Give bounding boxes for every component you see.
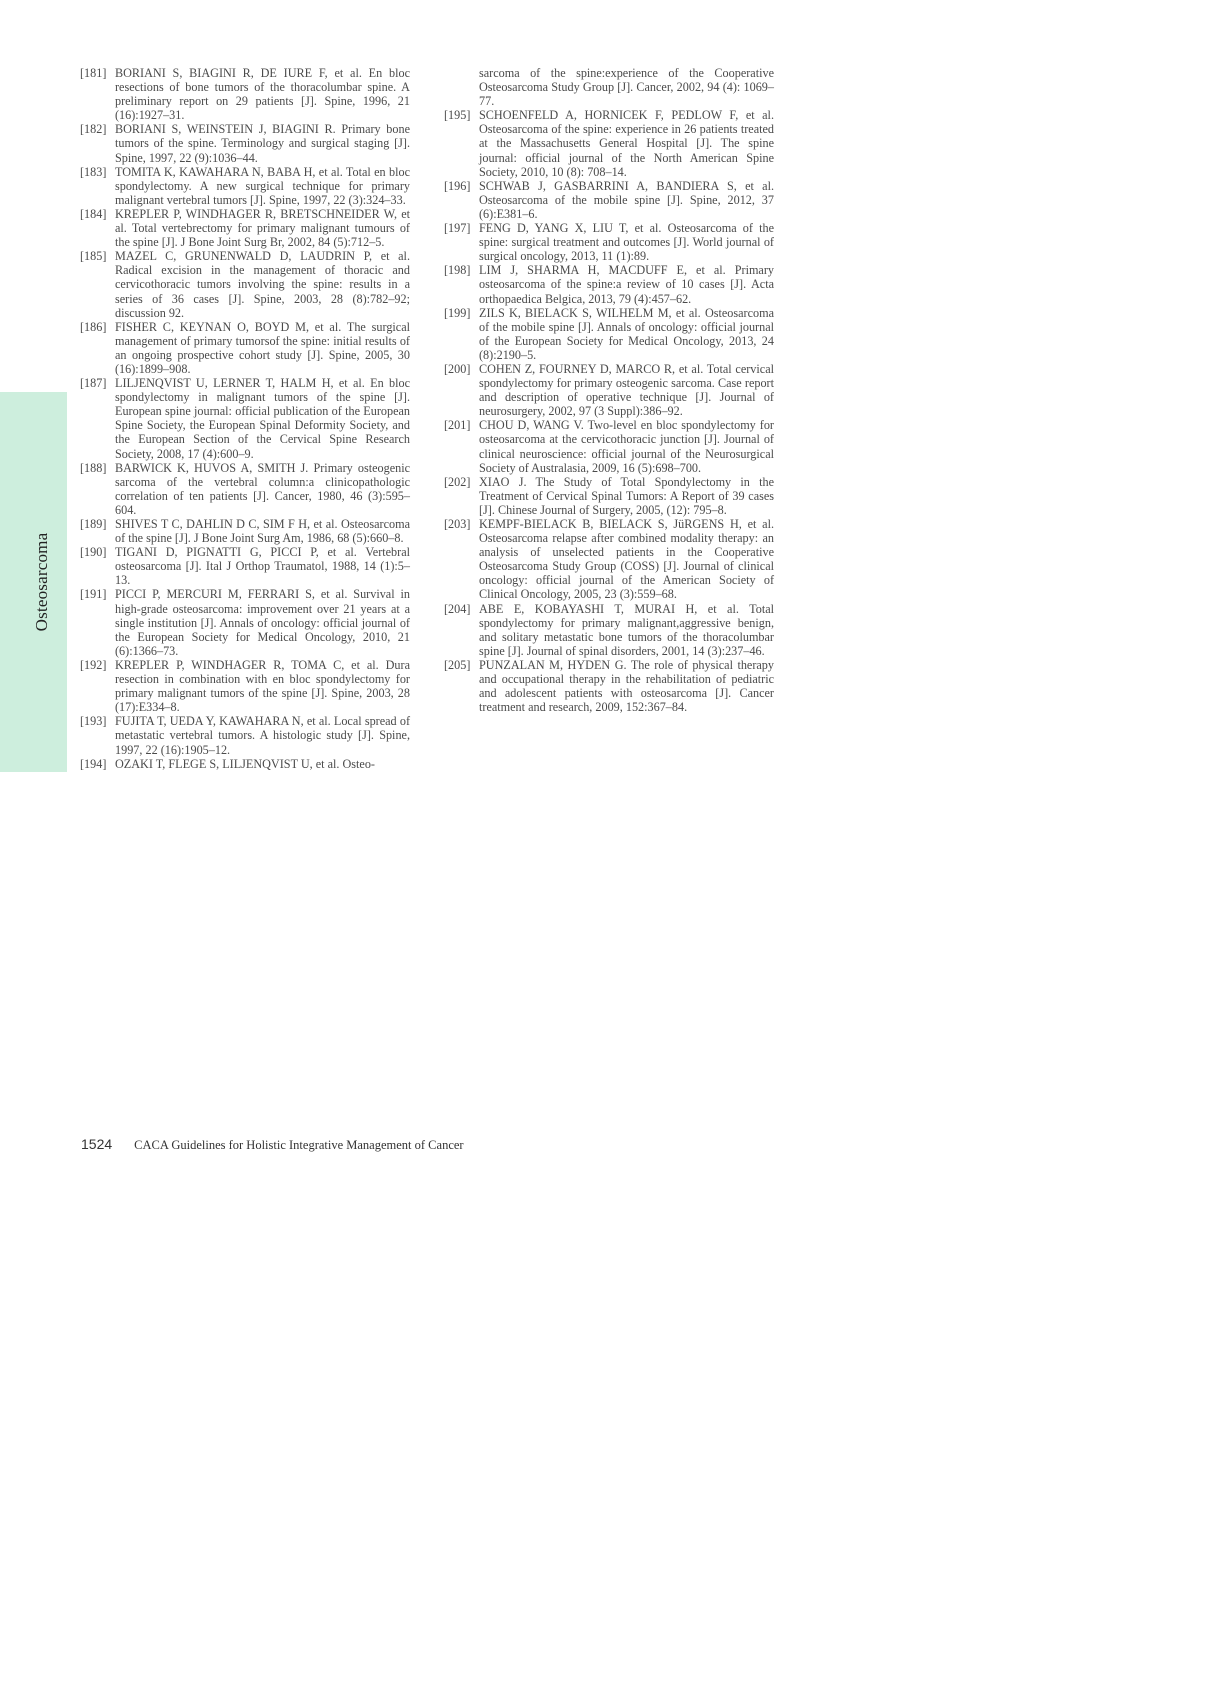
reference-text: KEMPF-BIELACK B, BIELACK S, JüRGENS H, et al. Osteosarcoma relapse after combined modality therapy: an analysis of unselected patients in the Cooperative Osteosarcoma Study Group (COSS) [J]. Journal of clinical oncology: official journal of the American Society of Clinical Oncology, 2005, 23 (3):559–68.: [479, 517, 774, 602]
reference-item: [80, 587, 410, 657]
reference-item: [444, 658, 774, 714]
reference-number: [187]: [80, 376, 107, 391]
reference-continuation: [444, 66, 774, 108]
references-right-column: [444, 66, 774, 714]
reference-item: [80, 207, 410, 249]
reference-text: TOMITA K, KAWAHARA N, BABA H, et al. Total en bloc spondylectomy. A new surgical technique for primary malignant vertebral tumors [J]. Spine, 1997, 22 (3):324–33.: [115, 164, 410, 207]
reference-item: [80, 461, 410, 517]
reference-item: [80, 122, 410, 164]
reference-text: LIM J, SHARMA H, MACDUFF E, et al. Primary osteosarcoma of the spine:a review of 10 cases [J]. Acta orthopaedica Belgica, 2013, 79 (4):457–62.: [479, 263, 774, 306]
reference-item: [444, 108, 774, 178]
reference-number: [185]: [80, 249, 107, 264]
reference-item: [444, 263, 774, 305]
reference-text: BORIANI S, WEINSTEIN J, BIAGINI R. Primary bone tumors of the spine. Terminology and surgical staging [J]. Spine, 1997, 22 (9):1036–44.: [115, 122, 410, 165]
reference-item: [444, 602, 774, 658]
reference-item: [444, 221, 774, 263]
reference-item: [80, 249, 410, 319]
reference-text: FISHER C, KEYNAN O, BOYD M, et al. The surgical management of primary tumorsof the spine: initial results of an ongoing prospective cohort study [J]. Spine, 2005, 30 (16):1899–908.: [115, 319, 410, 376]
reference-item: [444, 306, 774, 362]
reference-number: [194]: [80, 756, 107, 771]
reference-number: [198]: [444, 263, 471, 278]
reference-number: [205]: [444, 657, 471, 672]
reference-text: TIGANI D, PIGNATTI G, PICCI P, et al. Vertebral osteosarcoma [J]. Ital J Orthop Traumatol, 1988, 14 (1):5–13.: [115, 545, 410, 588]
reference-text: BARWICK K, HUVOS A, SMITH J. Primary osteogenic sarcoma of the vertebral column:a clinicopathologic correlation of ten patients [J]. Cancer, 1980, 46 (3):595–604.: [115, 460, 410, 517]
reference-item: [80, 517, 410, 545]
reference-text: FUJITA T, UEDA Y, KAWAHARA N, et al. Local spread of metastatic vertebral tumors. A histologic study [J]. Spine, 1997, 22 (16):1905–12.: [115, 714, 410, 757]
reference-item: [80, 66, 410, 122]
reference-item: [80, 376, 410, 461]
section-tab-label: Osteosarcoma: [32, 532, 51, 632]
reference-number: [192]: [80, 657, 107, 672]
reference-text: PICCI P, MERCURI M, FERRARI S, et al. Survival in high-grade osteosarcoma: improvement over 21 years at a single institution [J]. Annals of oncology: official journal of the European Society for Medical Oncology, 2010, 21 (6):1366–73.: [115, 587, 410, 658]
reference-number: [193]: [80, 714, 107, 729]
reference-text: BORIANI S, BIAGINI R, DE IURE F, et al. En bloc resections of bone tumors of the thoracolumbar spine. A preliminary report on 29 patients [J]. Spine, 1996, 21 (16):1927–31.: [115, 66, 410, 123]
reference-text: SCHWAB J, GASBARRINI A, BANDIERA S, et al. Osteosarcoma of the mobile spine [J]. Spine, 2012, 37 (6):E381–6.: [479, 178, 774, 221]
reference-item: [80, 714, 410, 756]
reference-text: XIAO J. The Study of Total Spondylectomy in the Treatment of Cervical Spinal Tumors: A Report of 39 cases [J]. Chinese Journal of Surgery, 2005, (12): 795–8.: [479, 474, 774, 517]
reference-text: KREPLER P, WINDHAGER R, BRETSCHNEIDER W, et al. Total vertebrectomy for primary malignant tumours of the spine [J]. J Bone Joint Surg Br, 2002, 84 (5):712–5.: [115, 206, 410, 250]
running-title: CACA Guidelines for Holistic Integrative Management of Cancer: [134, 1138, 464, 1152]
reference-number: [200]: [444, 361, 471, 376]
reference-item: [444, 179, 774, 221]
reference-number: [181]: [80, 66, 107, 80]
reference-text: LILJENQVIST U, LERNER T, HALM H, et al. En bloc spondylectomy in malignant tumors of the spine [J]. European spine journal: official publication of the European Spine Society, the European Spinal Deformity Society, and the European Section of the Cervical Spine Research Society, 2008, 17 (4):600–9.: [115, 376, 410, 461]
reference-number: [202]: [444, 474, 471, 489]
reference-text: sarcoma of the spine:experience of the Cooperative Osteosarcoma Study Group [J]. Cancer, 2002, 94 (4): 1069–77.: [479, 66, 774, 109]
reference-item: [80, 165, 410, 207]
reference-text: ABE E, KOBAYASHI T, MURAI H, et al. Total spondylectomy for primary malignant,aggressive benign, and solitary metastatic bone tumors of the thoracolumbar spine [J]. Journal of spinal disorders, 2001, 14 (3):237–46.: [479, 601, 774, 658]
reference-number: [186]: [80, 319, 107, 334]
reference-number: [203]: [444, 517, 471, 531]
reference-text: OZAKI T, FLEGE S, LILJENQVIST U, et al. Osteo-: [115, 756, 375, 771]
reference-item: [444, 418, 774, 474]
reference-number: [190]: [80, 545, 107, 560]
reference-text: KREPLER P, WINDHAGER R, TOMA C, et al. Dura resection in combination with en bloc spondylectomy for primary malignant tumors of the spine [J]. Spine, 2003, 28 (17):E334–8.: [115, 657, 410, 715]
reference-text: FENG D, YANG X, LIU T, et al. Osteosarcoma of the spine: surgical treatment and outcomes [J]. World journal of surgical oncology, 2013, 11 (1):89.: [479, 221, 774, 264]
reference-item: [444, 362, 774, 418]
reference-item: [80, 320, 410, 376]
references-left-column: [80, 66, 410, 771]
reference-text: ZILS K, BIELACK S, WILHELM M, et al. Osteosarcoma of the mobile spine [J]. Annals of oncology: official journal of the European Society for Medical Oncology, 2013, 24 (8):2190–5.: [479, 305, 774, 362]
page-number: 1524: [81, 1136, 113, 1152]
reference-item: [444, 517, 774, 602]
reference-number: [201]: [444, 418, 471, 433]
reference-number: [199]: [444, 305, 471, 320]
reference-text: SCHOENFELD A, HORNICEK F, PEDLOW F, et al. Osteosarcoma of the spine: experience in 26 patients treated at the Massachusetts General Hospital [J]. The spine journal: official journal of the North American Spine Society, 2010, 10 (8): 708–14.: [479, 108, 774, 179]
reference-number: [197]: [444, 221, 471, 236]
reference-item: [80, 757, 410, 771]
reference-text: COHEN Z, FOURNEY D, MARCO R, et al. Total cervical spondylectomy for primary osteogenic sarcoma. Case report and description of operative technique [J]. Journal of neurosurgery, 2002, 97 (3 Suppl):386–92.: [479, 361, 774, 419]
reference-item: [444, 475, 774, 517]
reference-text: SHIVES T C, DAHLIN D C, SIM F H, et al. Osteosarcoma of the spine [J]. J Bone Joint Surg Am, 1986, 68 (5):660–8.: [115, 517, 410, 546]
reference-text: PUNZALAN M, HYDEN G. The role of physical therapy and occupational therapy in the rehabilitation of pediatric and adolescent patients with osteosarcoma [J]. Cancer treatment and research, 2009, 152:367–84.: [479, 657, 774, 715]
reference-text: CHOU D, WANG V. Two-level en bloc spondylectomy for osteosarcoma at the cervicothoracic junction [J]. Journal of clinical neuroscience: official journal of the Neurosurgical Society of Australasia, 2009, 16 (5):698–700.: [479, 418, 774, 475]
reference-number: [195]: [444, 108, 471, 123]
reference-number: [183]: [80, 164, 107, 179]
reference-item: [80, 658, 410, 714]
reference-number: [196]: [444, 178, 471, 193]
reference-number: [182]: [80, 122, 107, 137]
page-footer: [81, 1136, 464, 1153]
reference-text: MAZEL C, GRUNENWALD D, LAUDRIN P, et al. Radical excision in the management of thoracic and cervicothoracic tumors involving the spine: results in a series of 36 cases [J]. Spine, 2003, 28 (8):782–92; discussion 92.: [115, 249, 410, 320]
reference-number: [188]: [80, 460, 107, 475]
reference-number: [184]: [80, 206, 107, 221]
reference-number: [189]: [80, 517, 107, 531]
reference-number: [204]: [444, 601, 471, 616]
reference-number: [191]: [80, 587, 107, 602]
reference-item: [80, 545, 410, 587]
